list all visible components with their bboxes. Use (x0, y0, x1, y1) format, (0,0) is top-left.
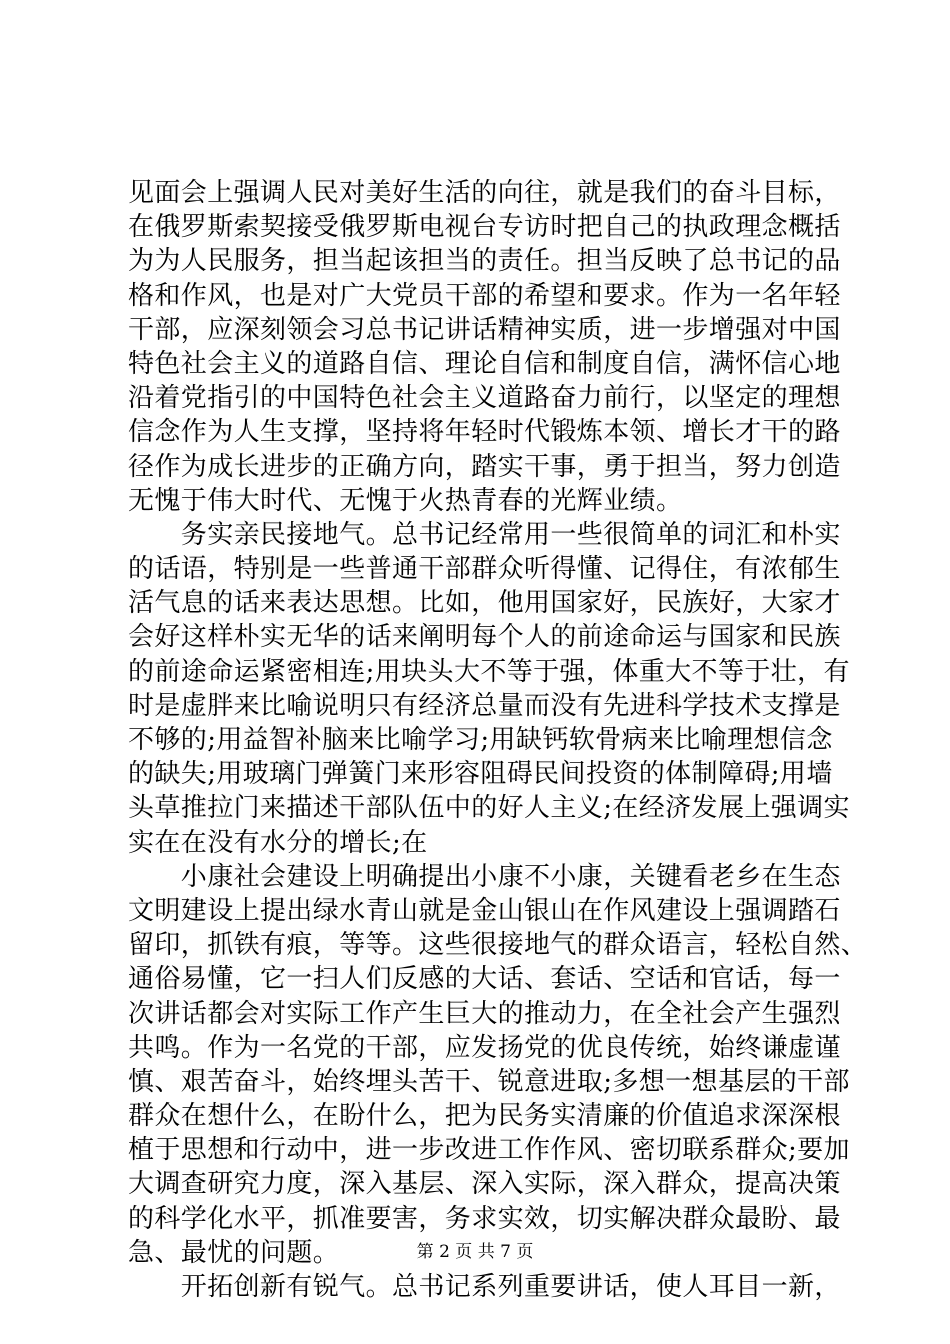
text-line: 会好这样朴实无华的话来阐明每个人的前途命运与国家和民族 (128, 622, 841, 653)
text-line: 时是虚胖来比喻说明只有经济总量而没有先进科学技术支撑是 (128, 690, 841, 721)
text-line: 干部，应深刻领会习总书记讲话精神实质，进一步增强对中国 (128, 314, 841, 345)
text-line: 留印，抓铁有痕，等等。这些很接地气的群众语言，轻松自然、 (128, 930, 868, 961)
text-line: 无愧于伟大时代、无愧于火热青春的光辉业绩。 (128, 485, 683, 516)
text-line: 通俗易懂，它一扫人们反感的大话、套话、空话和官话，每一 (128, 964, 841, 995)
text-line: 信念作为人生支撑，坚持将年轻时代锻炼本领、增长才干的路 (128, 417, 841, 448)
text-line: 不够的;用益智补脑来比喻学习;用缺钙软骨病来比喻理想信念 (128, 725, 833, 755)
text-line: 共鸣。作为一名党的干部，应发扬党的优良传统，始终谦虚谨 (128, 1032, 841, 1063)
text-line: 慎、艰苦奋斗，始终埋头苦干、锐意进取;多想一想基层的干部 (128, 1066, 850, 1097)
text-line: 的前途命运紧密相连;用块头大不等于强，体重大不等于壮，有 (128, 656, 850, 687)
page-footer (0, 1240, 950, 1264)
text-line: 头草推拉门来描述干部队伍中的好人主义;在经济发展上强调实 (128, 793, 850, 824)
text-line: 的话语，特别是一些普通干部群众听得懂、记得住，有浓郁生 (128, 554, 841, 585)
text-line: 格和作风，也是对广大党员干部的希望和要求。作为一名年轻 (128, 280, 841, 311)
text-line: 活气息的话来表达思想。比如，他用国家好，民族好，大家才 (128, 588, 841, 619)
text-line: 开拓创新有锐气。总书记系列重要讲话，使人耳目一新， (128, 1272, 841, 1302)
text-line: 在俄罗斯索契接受俄罗斯电视台专访时把自己的执政理念概括 (128, 212, 841, 243)
text-line: 见面会上强调人民对美好生活的向往，就是我们的奋斗目标， (128, 178, 841, 208)
text-line: 特色社会主义的道路自信、理论自信和制度自信，满怀信心地 (128, 348, 841, 379)
text-line: 的缺失;用玻璃门弹簧门来形容阻碍民间投资的体制障碍;用墙 (128, 759, 833, 790)
text-line: 小康社会建设上明确提出小康不小康，关键看老乡在生态 (128, 861, 841, 892)
text-line: 急、最忧的问题。 (128, 1237, 340, 1268)
text-line: 植于思想和行动中，进一步改进工作作风、密切联系群众;要加 (128, 1135, 850, 1166)
body-text (128, 176, 868, 1304)
text-line: 的科学化水平，抓准要害，务求实效，切实解决群众最盼、最 (128, 1203, 841, 1234)
text-line: 径作为成长进步的正确方向，踏实干事，勇于担当，努力创造 (128, 451, 841, 482)
text-line: 务实亲民接地气。总书记经常用一些很简单的词汇和朴实 (128, 519, 841, 550)
text-line: 实在在没有水分的增长;在 (128, 827, 428, 858)
text-line: 沿着党指引的中国特色社会主义道路奋力前行，以坚定的理想 (128, 383, 841, 414)
text-line: 文明建设上提出绿水青山就是金山银山在作风建设上强调踏石 (128, 895, 841, 926)
text-line: 大调查研究力度，深入基层、深入实际，深入群众，提高决策 (128, 1169, 841, 1200)
text-line: 群众在想什么，在盼什么，把为民务实清廉的价值追求深深根 (128, 1101, 841, 1132)
text-line: 次讲话都会对实际工作产生巨大的推动力，在全社会产生强烈 (128, 998, 841, 1029)
page-number-label: 第 2 页 共 7 页 (416, 1242, 534, 1262)
text-line: 为为人民服务，担当起该担当的责任。担当反映了总书记的品 (128, 246, 841, 277)
